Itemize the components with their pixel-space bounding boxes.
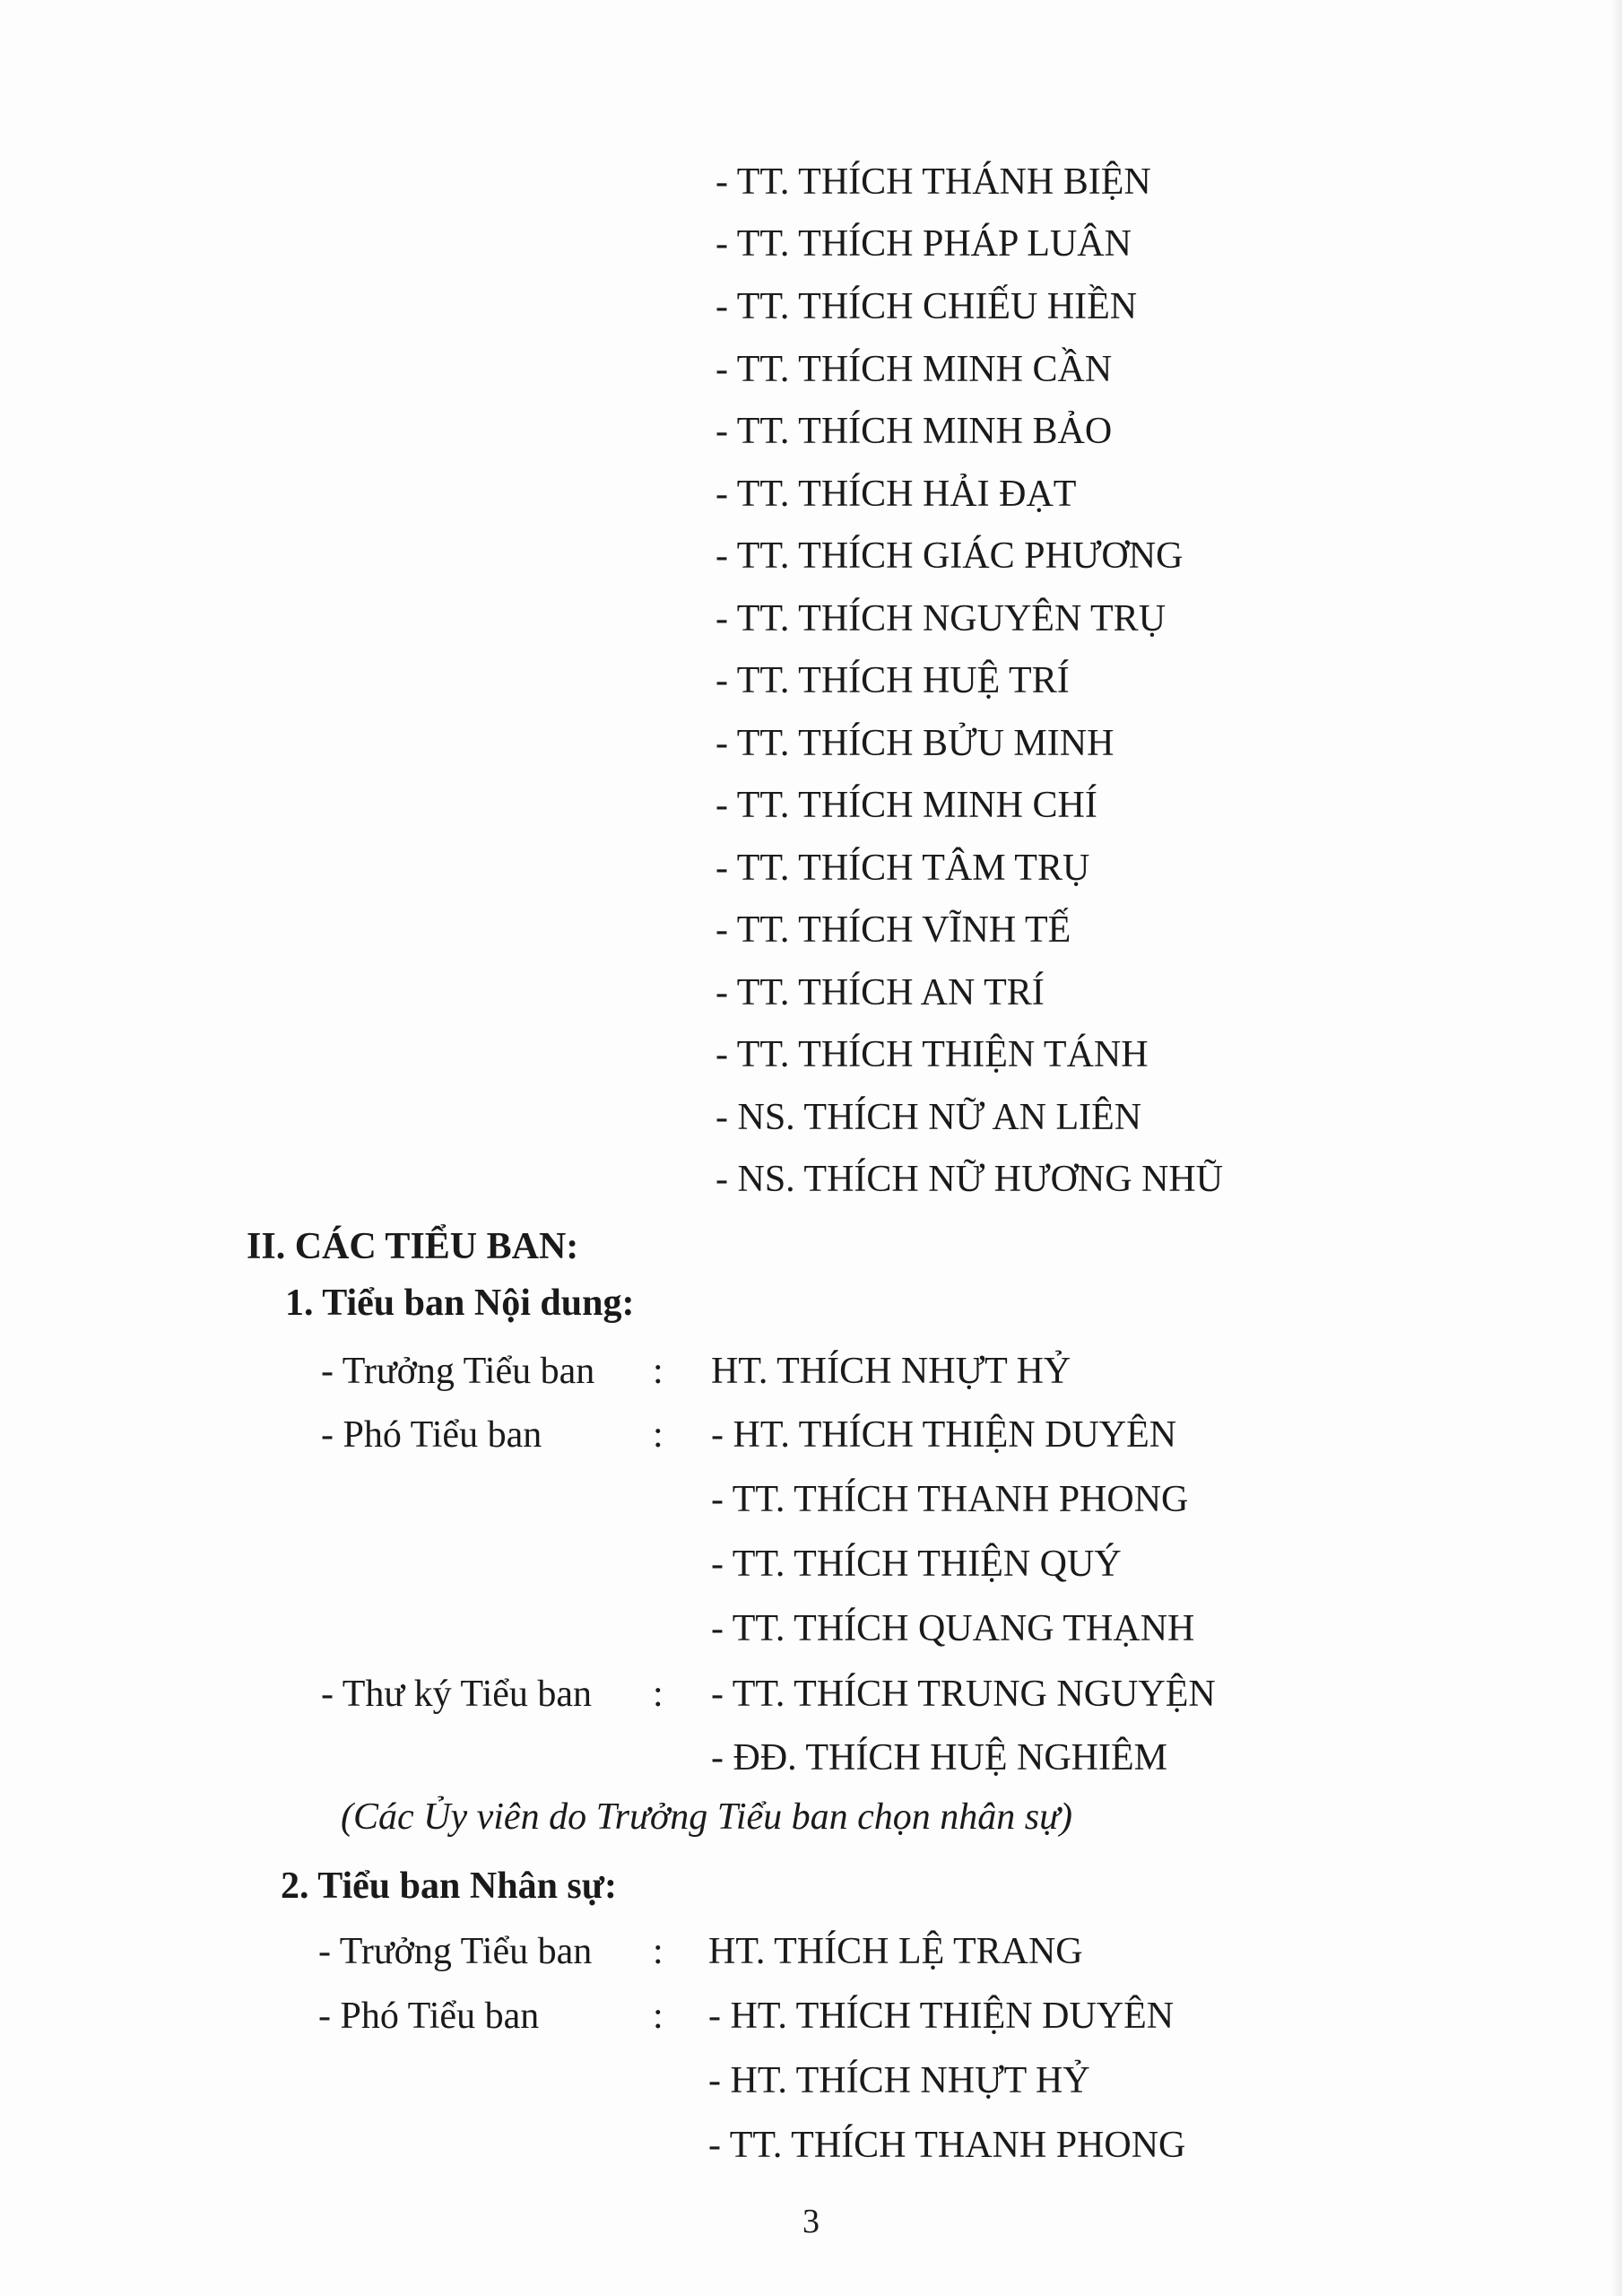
subcommittee-content-heading: 1. Tiểu ban Nội dung: [285,1283,635,1324]
deputy-item: - HT. THÍCH NHỰT HỶ [708,2060,1090,2101]
member-item: - TT. THÍCH THIỆN TÁNH [716,1034,1149,1075]
secretary-item: - TT. THÍCH TRUNG NGUYỆN [711,1674,1216,1715]
page-number: 3 [802,2203,820,2240]
head-label: - Trưởng Tiểu ban [321,1351,595,1392]
member-item: - TT. THÍCH MINH CẦN [716,349,1113,390]
deputy-item: - HT. THÍCH THIỆN DUYÊN [711,1414,1177,1456]
deputy-label: - Phó Tiểu ban [318,1996,540,2037]
member-item: - TT. THÍCH CHIẾU HIỀN [716,286,1138,327]
member-item: - NS. THÍCH NỮ HƯƠNG NHŨ [716,1159,1224,1200]
member-item: - TT. THÍCH PHÁP LUÂN [716,223,1132,265]
colon: : [653,1351,664,1392]
colon: : [653,1931,664,1972]
subcommittee-personnel-heading: 2. Tiểu ban Nhân sự: [281,1866,617,1907]
colon: : [653,1674,664,1715]
deputy-item: - HT. THÍCH THIỆN DUYÊN [708,1996,1175,2037]
secretary-label: - Thư ký Tiểu ban [321,1674,593,1715]
deputy-item: - TT. THÍCH QUANG THẠNH [711,1608,1195,1649]
colon: : [653,1414,664,1456]
note: (Các Ủy viên do Trưởng Tiểu ban chọn nhân sự) [341,1796,1073,1838]
secretary-item: - ĐĐ. THÍCH HUỆ NGHIÊM [711,1737,1168,1779]
head-value: HT. THÍCH NHỰT HỶ [711,1351,1071,1392]
member-item: - TT. THÍCH HUỆ TRÍ [716,660,1070,701]
member-item: - NS. THÍCH NỮ AN LIÊN [716,1097,1142,1138]
member-item: - TT. THÍCH BỬU MINH [716,723,1115,764]
deputy-item: - TT. THÍCH THIỆN QUÝ [711,1544,1122,1585]
member-item: - TT. THÍCH HẢI ĐẠT [716,474,1077,515]
member-item: - TT. THÍCH TÂM TRỤ [716,848,1090,889]
member-item: - TT. THÍCH GIÁC PHƯƠNG [716,535,1184,577]
member-item: - TT. THÍCH THÁNH BIỆN [716,161,1151,203]
deputy-label: - Phó Tiểu ban [321,1414,542,1456]
member-item: - TT. THÍCH MINH BẢO [716,411,1113,452]
member-item: - TT. THÍCH VĨNH TẾ [716,909,1071,951]
page-edge-shadow [1609,0,1622,2296]
member-item: - TT. THÍCH MINH CHÍ [716,785,1097,826]
deputy-item: - TT. THÍCH THANH PHONG [708,2125,1186,2166]
deputy-item: - TT. THÍCH THANH PHONG [711,1479,1189,1520]
head-value: HT. THÍCH LỆ TRANG [708,1931,1083,1972]
member-item: - TT. THÍCH AN TRÍ [716,972,1045,1013]
colon: : [653,1996,664,2037]
section-heading: II. CÁC TIỂU BAN: [247,1226,579,1267]
head-label: - Trưởng Tiểu ban [318,1931,593,1972]
member-item: - TT. THÍCH NGUYÊN TRỤ [716,598,1167,639]
